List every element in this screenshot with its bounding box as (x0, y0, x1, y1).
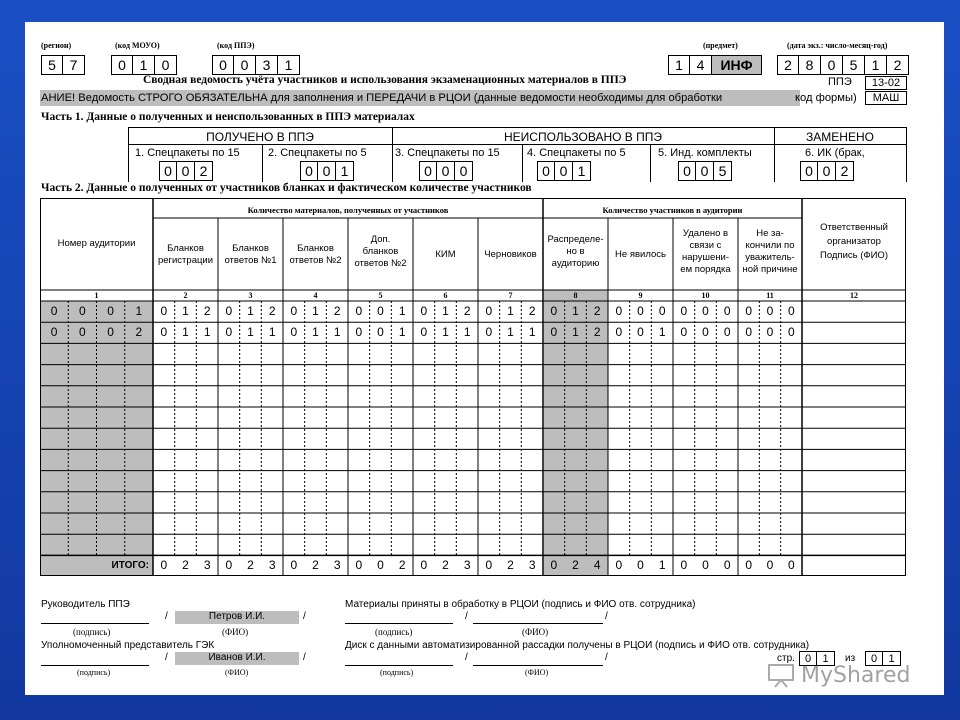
digit: 0 (377, 558, 384, 573)
digit-box: 0 (821, 55, 843, 75)
col-number: 4 (313, 291, 318, 300)
digit-box: 0 (159, 161, 177, 181)
digit: 2 (312, 558, 319, 573)
col-number: 6 (443, 291, 448, 300)
digit: 0 (107, 304, 114, 318)
col-header: ной причине (742, 264, 798, 275)
digit: 0 (637, 304, 644, 318)
digit-box: 5 (41, 55, 63, 75)
digit-box: 1 (817, 651, 835, 666)
form-code-box: 13-02 (865, 76, 907, 90)
p1-field-label: 4. Спецпакеты по 5 (527, 147, 626, 159)
col-number: 3 (248, 291, 253, 300)
fio-caption: (ФИО) (222, 627, 249, 637)
moyo-code-boxes (111, 55, 177, 75)
p1-digits (678, 161, 732, 181)
col-header: Распределе- (547, 234, 604, 245)
digit: 1 (658, 558, 666, 573)
podpis-caption: (подпись) (73, 627, 111, 637)
digit: 0 (723, 325, 731, 340)
digit-box: 1 (133, 55, 155, 75)
col-header: Доп. (370, 234, 391, 245)
digit: 0 (50, 325, 58, 340)
col-number: 11 (766, 291, 774, 300)
col-header: Ответственный (820, 222, 888, 233)
p1-field-label: 6. ИК (брак, (805, 147, 865, 159)
digit-box: 0 (537, 161, 555, 181)
col-header: Подпись (ФИО) (819, 250, 888, 261)
col-number: 9 (638, 291, 643, 300)
fio-caption: (ФИО) (522, 627, 549, 637)
date-boxes (777, 55, 909, 75)
col-number: 5 (378, 291, 383, 300)
digit: 0 (550, 304, 558, 318)
digit-box: 5 (843, 55, 865, 75)
digit: 2 (593, 325, 601, 340)
digit: 0 (766, 304, 774, 318)
digit: 1 (442, 304, 449, 318)
col-header: Черновиков (484, 249, 537, 260)
head-name: Петров И.И. (175, 611, 299, 624)
subject-label: (предмет) (703, 41, 738, 50)
digit-box: 1 (865, 55, 887, 75)
podpis-caption: (подпись) (380, 668, 414, 677)
col-number: 7 (508, 291, 513, 300)
head-label: Руководитель ППЭ (41, 599, 130, 610)
part2-table (40, 198, 906, 576)
digit: 0 (745, 304, 752, 318)
digit: 1 (203, 325, 211, 340)
digit: 1 (268, 325, 276, 340)
digit: 1 (507, 304, 514, 318)
col-number: 2 (183, 291, 188, 300)
digit: 1 (572, 325, 579, 340)
digit: 1 (658, 325, 666, 340)
col-header: кончили по (745, 240, 795, 251)
digit: 0 (702, 304, 709, 318)
region-code-boxes (41, 55, 85, 75)
digit: 2 (398, 558, 406, 573)
p1-digits (537, 161, 591, 181)
digit-box: 3 (256, 55, 278, 75)
digit: 0 (225, 325, 233, 340)
digit-box: 2 (887, 55, 909, 75)
digit: 3 (333, 558, 341, 573)
digit: 2 (507, 558, 514, 573)
watermark (767, 662, 910, 688)
digit: 0 (79, 325, 86, 340)
slash: / (165, 652, 168, 663)
digit: 0 (377, 304, 384, 318)
digit-box: 1 (278, 55, 300, 75)
digit: 3 (463, 558, 471, 573)
digit-box: 0 (318, 161, 336, 181)
col-header: КИМ (435, 249, 456, 260)
col-header: нарушени- (681, 252, 730, 263)
digit: 2 (182, 558, 189, 573)
col-header: Бланков (232, 243, 269, 254)
digit: 0 (50, 304, 58, 318)
digit: 0 (787, 325, 795, 340)
col-header: уважитель- (745, 252, 795, 263)
digit: 2 (528, 304, 536, 318)
digit-box: 0 (865, 651, 883, 666)
digit-box: 4 (690, 55, 712, 75)
slash: / (303, 611, 306, 622)
digit: 2 (333, 304, 341, 318)
digit: 0 (615, 325, 623, 340)
form-type-box: МАШ (865, 91, 907, 105)
digit-box: 0 (234, 55, 256, 75)
slash: / (465, 652, 468, 663)
digit-box: 5 (714, 161, 732, 181)
digit-box: 0 (800, 161, 818, 181)
received-group: ПОЛУЧЕНО В ППЭ (206, 130, 314, 144)
digit-box: 1 (336, 161, 354, 181)
moyo-label: (код МОУО) (115, 41, 160, 50)
digit: 0 (702, 325, 709, 340)
col-header: регистрации (157, 255, 214, 266)
digit: 0 (420, 304, 428, 318)
digit: 3 (268, 558, 276, 573)
digit: 0 (615, 558, 623, 573)
digit-box: 7 (63, 55, 85, 75)
digit: 0 (377, 325, 384, 340)
col-header: ответов №2 (354, 258, 407, 269)
digit: 0 (550, 558, 558, 573)
digit: 0 (637, 558, 644, 573)
digit: 2 (442, 558, 449, 573)
p1-field-label: 1. Спецпакеты по 15 (135, 147, 240, 159)
ppe-code-label: (код ППЭ) (217, 41, 255, 50)
digit-box: 1 (668, 55, 690, 75)
slash: / (605, 652, 608, 663)
digit: 0 (355, 558, 363, 573)
p1-field-label: 5. Инд. комплекты (658, 147, 752, 159)
digit-box: 0 (437, 161, 455, 181)
form-page (25, 22, 944, 695)
digit-box: 0 (678, 161, 696, 181)
table-text-layer (40, 198, 906, 576)
ppe-label: ППЭ (828, 76, 852, 88)
digit: 0 (420, 325, 428, 340)
digit-box: 0 (155, 55, 177, 75)
digit: 0 (79, 304, 86, 318)
col-header: ответов №1 (224, 255, 277, 266)
group-materials-header: Количество материалов, полученных от участников (247, 205, 449, 215)
total-label: ИТОГО: (111, 560, 149, 572)
col-header: бланков (362, 246, 399, 257)
col-header: связи с (689, 240, 722, 251)
digit: 0 (550, 325, 558, 340)
col-number: 10 (701, 291, 710, 300)
col-header: Удалено в (682, 228, 729, 239)
col-number: 1 (94, 291, 99, 300)
digit: 2 (247, 558, 254, 573)
digit: 0 (290, 304, 298, 318)
digit: 0 (615, 304, 623, 318)
digit: 2 (593, 304, 601, 318)
digit: 0 (225, 558, 233, 573)
digit-box: 0 (419, 161, 437, 181)
p1-field-label: 3. Спецпакеты по 15 (395, 147, 500, 159)
digit: 1 (182, 304, 189, 318)
digit-box: 0 (111, 55, 133, 75)
col-header: аудиторию (551, 258, 600, 269)
digit: 0 (485, 325, 493, 340)
p1-field-label: 2. Спецпакеты по 5 (268, 147, 367, 159)
unused-group: НЕИСПОЛЬЗОВАНО В ППЭ (503, 130, 662, 144)
digit: 1 (135, 304, 143, 318)
digit: 1 (442, 325, 449, 340)
digit: 1 (528, 325, 536, 340)
digit: 0 (637, 325, 644, 340)
digit-box: 0 (818, 161, 836, 181)
digit: 1 (398, 325, 406, 340)
col-header: организатор (827, 236, 881, 247)
digit-box: 0 (212, 55, 234, 75)
digit: 0 (723, 304, 731, 318)
digit: 0 (225, 304, 233, 318)
digit: 4 (593, 558, 601, 573)
digit: 0 (107, 325, 114, 340)
digit: 0 (355, 304, 363, 318)
col-header: ем порядка (680, 264, 731, 275)
slash: / (303, 652, 306, 663)
digit: 1 (463, 325, 471, 340)
digit: 0 (485, 304, 493, 318)
col-header: но в (566, 246, 585, 257)
digit-box: 2 (777, 55, 799, 75)
digit: 1 (247, 325, 254, 340)
digit-box: 2 (836, 161, 854, 181)
part2-title: Часть 2. Данные о полученных от участников бланках и фактическом количестве участников (41, 182, 532, 194)
digit-box: 0 (555, 161, 573, 181)
digit: 2 (463, 304, 471, 318)
form-title: Сводная ведомость учёта участников и использования экзаменационных материалов в ППЭ (143, 74, 627, 86)
digit-box: 0 (799, 651, 817, 666)
subject-code-boxes (668, 55, 762, 75)
slash: / (605, 611, 608, 622)
digit: 1 (572, 304, 579, 318)
digit: 0 (723, 558, 731, 573)
digit-box: 8 (799, 55, 821, 75)
fio-caption: (ФИО) (525, 668, 549, 677)
col-header: ответов №2 (289, 255, 342, 266)
rep-label: Уполномоченный представитель ГЭК (41, 640, 215, 651)
col-header: Не за- (756, 228, 784, 239)
watermark-text: MyShared (801, 662, 911, 688)
page-label: стр. (777, 653, 795, 664)
col-header: Бланков (297, 243, 334, 254)
digit: 1 (333, 325, 341, 340)
digit: 0 (680, 558, 688, 573)
digit-box: 1 (883, 651, 901, 666)
digit: 2 (203, 304, 211, 318)
digit: 2 (268, 304, 276, 318)
digit-box: 1 (573, 161, 591, 181)
digit: 0 (745, 558, 752, 573)
region-label: (регион) (41, 41, 72, 50)
notice-text (41, 92, 722, 104)
digit: 0 (160, 304, 168, 318)
p1-digits (800, 161, 854, 181)
col-header: Номер аудитории (57, 238, 136, 249)
digit: 0 (290, 325, 298, 340)
digit-box: 0 (455, 161, 473, 181)
of-label: из (845, 653, 856, 664)
rcoi-disk-label: Диск с данными автоматизированной рассадки получены в РЦОИ (подпись и ФИО отв. сотрудника) (345, 640, 810, 651)
p1-digits (419, 161, 473, 181)
digit: 0 (160, 325, 168, 340)
form-code-caption: код формы) (795, 92, 857, 104)
digit: 2 (572, 558, 579, 573)
digit: 1 (312, 325, 319, 340)
digit: 0 (160, 558, 168, 573)
digit: 0 (680, 325, 688, 340)
digit: 3 (528, 558, 536, 573)
presentation-icon (767, 662, 797, 688)
col-header: Бланков (167, 243, 204, 254)
rep-name: Иванов И.И. (175, 652, 299, 665)
slash: / (165, 611, 168, 622)
digit-box: 0 (696, 161, 714, 181)
part1-title: Часть 1. Данные о полученных и неиспользованных в ППЭ материалах (41, 111, 415, 123)
digit: 1 (182, 325, 189, 340)
digit-box: 0 (177, 161, 195, 181)
ppe-code-boxes (212, 55, 300, 75)
digit: 1 (507, 325, 514, 340)
digit: 0 (702, 558, 709, 573)
p1-digits (300, 161, 354, 181)
digit: 0 (766, 558, 774, 573)
digit: 0 (787, 558, 795, 573)
col-number: 8 (573, 291, 578, 300)
date-label: (дата экз.: число-месяц-год) (787, 41, 888, 50)
digit: 0 (745, 325, 752, 340)
digit: 1 (247, 304, 254, 318)
p1-digits (159, 161, 213, 181)
digit: 0 (355, 325, 363, 340)
col-header: Не явилось (615, 249, 666, 260)
digit: 0 (680, 304, 688, 318)
digit-box: 0 (300, 161, 318, 181)
digit: 0 (290, 558, 298, 573)
slash: / (465, 611, 468, 622)
digit: 1 (312, 304, 319, 318)
digit: 0 (420, 558, 428, 573)
digit: 1 (398, 304, 406, 318)
podpis-caption: (подпись) (77, 668, 111, 677)
notice-bold: АНИЕ! Ведомость СТРОГО ОБЯЗАТЕЛЬНА для заполнения и ПЕРЕДАЧИ в РЦОИ (данные ведомости необходимы для обработки (41, 92, 723, 104)
fio-caption: (ФИО) (225, 668, 249, 677)
digit-box: 2 (195, 161, 213, 181)
digit: 0 (766, 325, 774, 340)
group-participants-header: Количество участников в аудитории (602, 205, 743, 215)
digit: 0 (787, 304, 795, 318)
digit: 0 (658, 304, 666, 318)
digit: 2 (135, 325, 143, 340)
rcoi-accept-label: Материалы приняты в обработку в РЦОИ (подпись и ФИО отв. сотрудника) (345, 599, 696, 610)
subject-name-box: ИНФ (712, 55, 762, 75)
digit: 0 (485, 558, 493, 573)
replaced-group: ЗАМЕНЕНО (806, 130, 874, 144)
col-number: 12 (850, 291, 858, 300)
podpis-caption: (подпись) (375, 627, 413, 637)
digit: 3 (203, 558, 211, 573)
